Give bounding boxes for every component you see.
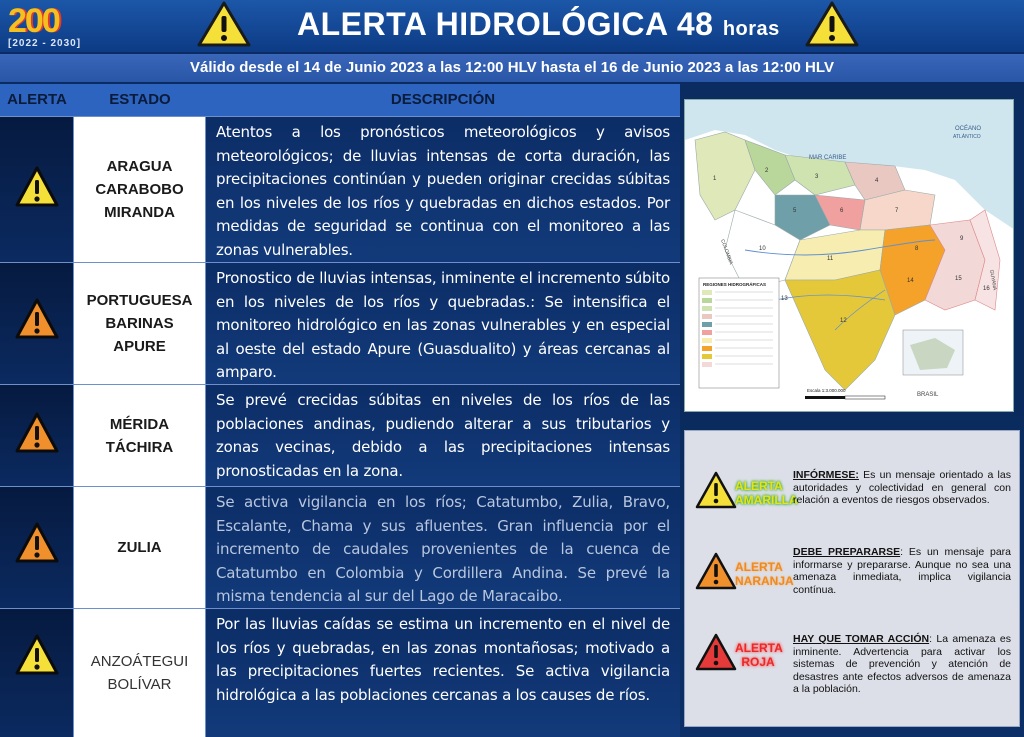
logo-years: [2022 - 2030] — [8, 38, 82, 49]
table-header — [0, 84, 680, 116]
region-number: 8 — [915, 246, 919, 252]
description-cell: Atentos a los pronósticos meteorológicos y avisos meteorológicos; de lluvias intensas de corta duración, las precipitaciones continúan y pueden originar crecidas súbitas en los niveles de los ríos y quebradas en dichos estados. Por medidas de seguridad se continua con el monitoreo a las zonas vulnerables. — [206, 117, 680, 262]
state-cell — [74, 263, 206, 384]
alert-cell — [0, 609, 74, 737]
hydrographic-map — [684, 99, 1014, 412]
state-name: ARAGUA — [106, 158, 173, 175]
header-bar — [0, 0, 1024, 52]
table-row — [0, 116, 680, 262]
map-scale-label: Escala 1:3.000.000 — [807, 388, 846, 393]
region-number: 15 — [955, 276, 962, 282]
region-number: 1 — [713, 176, 717, 182]
state-name: CARABOBO — [95, 181, 184, 198]
state-cell — [74, 609, 206, 737]
alert-label-red: ALERTA ROJA — [735, 641, 783, 669]
page-title: ALERTA HIDROLÓGICA 48 horas — [297, 6, 780, 42]
state-name: PORTUGUESA — [86, 292, 193, 309]
state-name: MÉRIDA — [109, 415, 170, 433]
description-cell: Pronostico de lluvias intensas, inminente el incremento súbito en los niveles de los ríos y quebradas.: Se intensifica el monitoreo hidrológico en las zonas vulnerables y en especial al oeste del estado Apure (Guasdualito) y áreas cercanas al amparo. — [206, 263, 680, 384]
alert-cell — [0, 385, 74, 486]
yellow-warning-icon — [695, 471, 737, 509]
state-cell — [74, 487, 206, 608]
warning-icon — [196, 0, 252, 48]
logo-number: 200 — [8, 2, 59, 40]
description-cell: Se activa vigilancia en los ríos; Catatumbo, Zulia, Bravo, Escalante, Chama y sus afluentes. Gran influencia por el incremento de caudales provenientes de la cuenca de Catatumbo en Colombia y Cordillera Andina. Se prevé la misma tendencia al sur del Lago de Maracaibo. — [206, 487, 680, 608]
ocean-label-2: ATLÁNTICO — [953, 134, 981, 140]
state-name: ANZOÁTEGUI — [90, 653, 189, 670]
description-cell: Por las lluvias caídas se estima un incremento en el nivel de los ríos y quebradas, en las zonas montañosas; motivado a las precipitaciones fuertes recientes. Se activa vigilancia hidrológica a las poblaciones cercanas a los causes de ríos. — [206, 609, 680, 737]
table-row — [0, 384, 680, 486]
legend-item — [685, 546, 1021, 616]
column-header-state: ESTADO — [109, 91, 171, 108]
alert-label-yellow: ALERTA AMARILLA — [735, 479, 798, 507]
state-name: MIRANDA — [104, 204, 175, 221]
orange-warning-icon — [14, 297, 60, 341]
state-cell — [74, 385, 206, 486]
legend-text: INFÓRMESE: Es un mensaje orientado a las autoridades y colectividad en general con relación a eventos de riesgos observados. — [793, 469, 1011, 507]
legend-item — [685, 469, 1021, 539]
ocean-label: OCÉANO — [955, 126, 982, 132]
region-number: 5 — [793, 208, 797, 214]
region-number: 14 — [907, 278, 914, 284]
alert-cell — [0, 487, 74, 608]
table-row — [0, 262, 680, 384]
region-number: 11 — [827, 256, 834, 262]
column-header-alert: ALERTA — [7, 91, 67, 108]
region-number: 2 — [765, 168, 769, 174]
warning-icon — [804, 0, 860, 48]
table-row — [0, 486, 680, 608]
column-header-description: DESCRIPCIÓN — [390, 91, 496, 108]
yellow-warning-icon — [14, 633, 60, 677]
state-name: APURE — [113, 338, 166, 355]
red-warning-icon — [695, 633, 737, 671]
map-legend-title: REGIONES HIDROGRÁFICAS — [703, 282, 767, 287]
country-label-brasil: BRASIL — [917, 392, 939, 398]
state-name: ZULIA — [117, 539, 162, 556]
region-number: 13 — [781, 296, 788, 302]
region-number: 7 — [895, 208, 899, 214]
country-label-colombia: COLOMBIA — [719, 238, 734, 266]
orange-warning-icon — [14, 411, 60, 455]
state-name: BOLÍVAR — [107, 676, 172, 693]
country-label-guyana: GUYANA — [988, 269, 998, 291]
region-number: 6 — [840, 208, 844, 214]
orange-warning-icon — [14, 521, 60, 565]
legend-text: HAY QUE TOMAR ACCIÓN: La amenaza es inminente. Advertencia para activar los sistemas de prevención y atención de desastres ante efectos adversos de amenaza a la población. — [793, 633, 1011, 696]
validity-banner: Válido desde el 14 de Junio 2023 a las 12:00 HLV hasta el 16 de Junio 2023 a las 12:00 HLV — [0, 54, 1024, 82]
alert-cell — [0, 263, 74, 384]
alert-cell — [0, 117, 74, 262]
venezuela-map-graphic — [685, 100, 1014, 412]
region-number: 12 — [840, 318, 847, 324]
region-number: 9 — [960, 236, 964, 242]
alert-legend — [684, 430, 1020, 727]
legend-item — [685, 633, 1021, 723]
logo — [6, 2, 106, 50]
state-cell — [74, 117, 206, 262]
orange-warning-icon — [695, 552, 737, 590]
legend-text: DEBE PREPARARSE: Es un mensaje para informarse y prepararse. Aunque no sea una amenaza inmediata, implica vigilancia contínua. — [793, 546, 1011, 596]
yellow-warning-icon — [14, 165, 60, 209]
region-number: 16 — [983, 286, 990, 292]
table-row — [0, 608, 680, 737]
region-number: 10 — [759, 246, 766, 252]
alert-label-orange: ALERTA NARANJA — [735, 560, 794, 588]
sea-label: MAR CARIBE — [809, 155, 847, 161]
state-name: BARINAS — [105, 315, 174, 332]
region-number: 4 — [875, 178, 879, 184]
description-cell: Se prevé crecidas súbitas en niveles de los ríos de las poblaciones andinas, pudiendo alterar a sus tributarios y zonas vecinas, debido a las precipitaciones intensas pronosticadas en la zona. — [206, 385, 680, 486]
region-number: 3 — [815, 174, 819, 180]
state-name: TÁCHIRA — [105, 438, 174, 456]
